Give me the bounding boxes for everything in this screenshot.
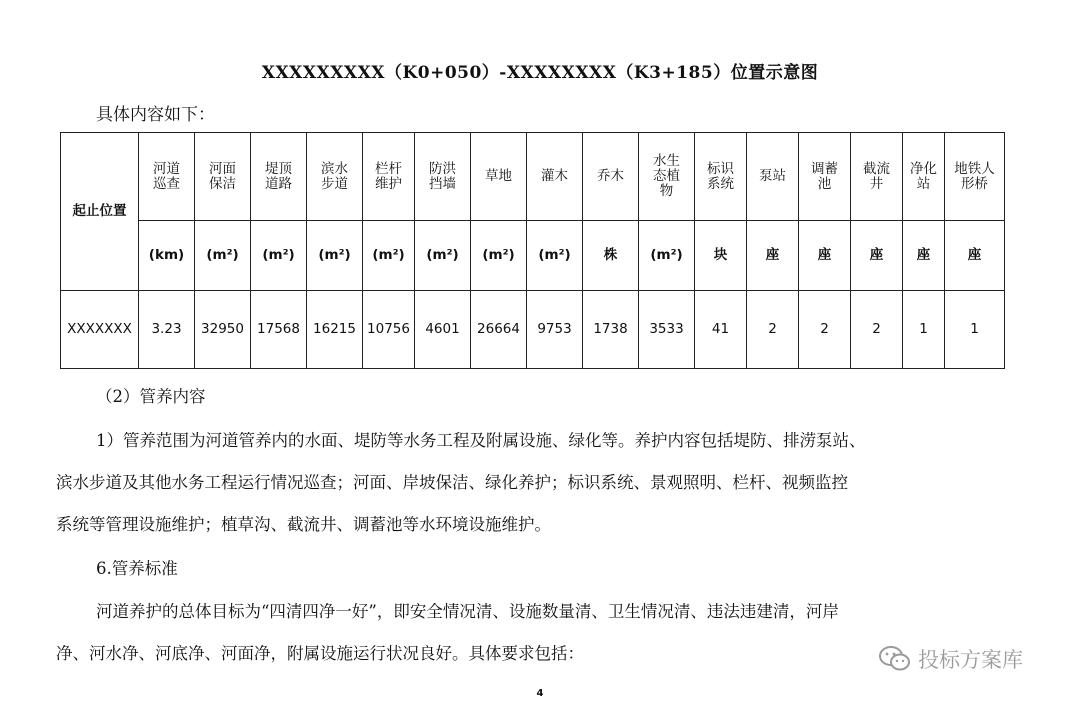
intro-text: 具体内容如下： [96,105,215,125]
paragraph-line: 系统等管理设施维护；植草沟、截流井、调蓄池等水环境设施维护。 [56,515,551,534]
unit-cell: 座 [903,221,945,291]
column-header [903,133,945,221]
value-cell: 32950 [195,291,251,369]
row-label-cell: 起止位置 [61,133,139,291]
column-header [527,133,583,221]
column-header [851,133,903,221]
value-cell: 1738 [583,291,639,369]
column-header-line: 地铁人 [954,160,995,177]
unit-cell: 块 [695,221,747,291]
unit-cell: (m²) [251,221,307,291]
value-cell: 3.23 [139,291,195,369]
column-header [471,133,527,221]
column-header-line: 净化 [910,160,937,177]
value-cell: 2 [747,291,799,369]
column-header-line: 草地 [485,168,512,184]
column-header-line: 防洪 [429,160,456,177]
column-header [799,133,851,221]
watermark [878,644,1023,674]
value-cell: 2 [799,291,851,369]
column-header [695,133,747,221]
unit-cell: (km) [139,221,195,291]
value-cell: 9753 [527,291,583,369]
page-title: XXXXXXXXX（K0+050）-XXXXXXXX（K3+185）位置示意图 [261,63,819,83]
table-header-row [61,133,1005,221]
column-header-line: 维护 [375,175,402,192]
column-header-line: 河面 [209,160,236,177]
value-cell: 1 [903,291,945,369]
page-number: 4 [536,688,544,699]
column-header-line: 井 [869,175,884,192]
column-header-line: 形桥 [961,175,988,192]
quantity-table [60,132,1005,369]
column-header [945,133,1005,221]
column-header-line: 物 [659,183,674,199]
unit-cell: (m²) [415,221,471,291]
column-header [583,133,639,221]
column-header-line: 乔木 [597,168,624,184]
value-cell: 10756 [363,291,415,369]
column-header-line: 道路 [265,175,292,192]
value-cell: 26664 [471,291,527,369]
paragraph-line: 净、河水净、河底净、河面净，附属设施运行状况良好。具体要求包括： [56,644,584,663]
unit-cell: (m²) [639,221,695,291]
value-cell: 1 [945,291,1005,369]
paragraph-line: 滨水步道及其他水务工程运行情况巡查；河面、岸坡保洁、绿化养护；标识系统、景观照明、栏杆、视频监控 [56,473,848,492]
unit-cell: 座 [851,221,903,291]
unit-cell: 座 [945,221,1005,291]
column-header [195,133,251,221]
column-header-line: 截流 [863,160,890,177]
value-cell: 2 [851,291,903,369]
unit-cell: (m²) [307,221,363,291]
column-header-line: 标识 [707,160,734,177]
value-cell: 17568 [251,291,307,369]
column-header [747,133,799,221]
value-cell: 16215 [307,291,363,369]
unit-cell: (m²) [195,221,251,291]
column-header-line: 态植 [653,168,680,184]
column-header-line: 灌木 [541,168,568,184]
column-header-line: 池 [817,175,832,192]
wechat-icon [878,645,912,673]
column-header-line: 水生 [653,153,680,169]
column-header-line: 巡查 [153,175,180,192]
unit-cell: 座 [747,221,799,291]
column-header-line: 保洁 [209,175,236,192]
value-cell: 41 [695,291,747,369]
value-cell: 4601 [415,291,471,369]
column-header-line: 泵站 [759,168,786,184]
column-header [139,133,195,221]
watermark-text: 投标方案库 [918,648,1023,672]
column-header [363,133,415,221]
column-header-line: 栏杆 [375,160,402,177]
column-header-line: 河道 [153,160,180,177]
table-unit-row [61,221,1005,291]
column-header-line: 挡墙 [429,175,456,192]
column-header-line: 堤顶 [265,160,292,177]
unit-cell: (m²) [471,221,527,291]
column-header-line: 站 [916,175,931,192]
table-row [61,291,1005,369]
row-name-cell: XXXXXXX [61,291,139,369]
section-heading-content: （2）管养内容 [96,387,206,406]
value-cell: 3533 [639,291,695,369]
paragraph-line: 河道养护的总体目标为“四清四净一好”，即安全情况清、设施数量清、卫生情况清、违法违建清，河岸 [96,602,839,621]
column-header [251,133,307,221]
column-header-line: 调蓄 [811,160,838,177]
column-header-line: 系统 [707,175,734,192]
section-heading-standard: 6.管养标准 [96,559,178,578]
column-header-line: 步道 [321,175,348,192]
unit-cell: (m²) [363,221,415,291]
column-header [639,133,695,221]
column-header [415,133,471,221]
unit-cell: (m²) [527,221,583,291]
unit-cell: 株 [583,221,639,291]
paragraph-line: 1）管养范围为河道管养内的水面、堤防等水务工程及附属设施、绿化等。养护内容包括堤防、排涝泵站、 [96,431,866,450]
column-header-line: 滨水 [321,160,348,177]
column-header [307,133,363,221]
unit-cell: 座 [799,221,851,291]
